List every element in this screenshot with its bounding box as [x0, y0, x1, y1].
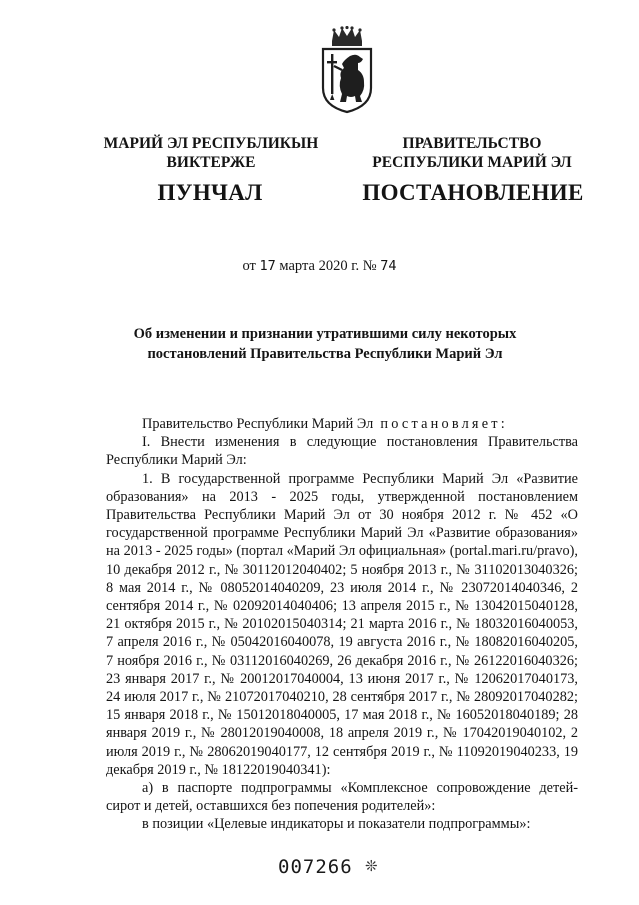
dateline-day: 17: [259, 258, 276, 274]
header-left: [96, 134, 326, 172]
document-subject: [100, 324, 550, 364]
body-resolve-spaced: постановляет:: [380, 416, 508, 432]
document-body: [106, 415, 578, 834]
serial-number: 007266: [278, 856, 353, 878]
dateline-middle: марта 2020 г. №: [279, 258, 377, 274]
document-type-russian: ПОСТАНОВЛЕНИЕ: [362, 180, 584, 205]
body-paragraph-4: в позиции «Целевые индикаторы и показатели подпрограммы»:: [142, 816, 531, 833]
body-paragraph-1: I. Внести изменения в следующие постановления Правительства Республики Марий Эл:: [106, 434, 578, 469]
dateline-number: 74: [380, 258, 397, 274]
body-resolve-start: Правительство Республики Марий Эл: [142, 416, 374, 432]
header-left-line-2: ВИКТЕРЖЕ: [166, 154, 256, 171]
header-right-line-1: ПРАВИТЕЛЬСТВО: [402, 135, 542, 152]
subject-line-2: постановлений Правительства Республики Марий Эл: [147, 346, 503, 362]
serial-mark-icon: ❊: [365, 859, 378, 875]
coat-of-arms-emblem: [320, 26, 374, 114]
header-right: [360, 134, 584, 172]
header-left-line-1: МАРИЙ ЭЛ РЕСПУБЛИКЫН: [103, 135, 319, 152]
body-paragraph-resolve: [106, 415, 578, 433]
document-dateline: [0, 258, 639, 275]
header-right-line-2: РЕСПУБЛИКИ МАРИЙ ЭЛ: [372, 154, 572, 171]
subject-line-1: Об изменении и признании утратившими силу некоторых: [133, 326, 517, 342]
dateline-prefix: от: [242, 258, 256, 274]
body-paragraph-3: а) в паспорте подпрограммы «Комплексное сопровождение детей-сирот и детей, оставшихся без попечения родителей»:: [106, 780, 578, 815]
document-type-mari: ПУНЧАЛ: [157, 180, 263, 205]
body-paragraph-2: 1. В государственной программе Республики Марий Эл «Развитие образования» на 2013 - 2025 годы, утвержденной постановлением Правительства Республики Марий Эл от 30 ноября 2012 г. № 452 «О государственной программе Республики Марий Эл «Развитие образования» на 2013 - 2025 годы» (портал «Марий Эл официальная» (portal.mari.ru/pravo), 10 декабря 2012 г., № 30112012040402; 5 ноября 2013 г., № 31102013040326; 8 мая 2014 г., № 08052014040209, 23 июля 2014 г., № 23072014040346, 2 сентября 2014 г., № 02092014040406; 13 апреля 2015 г., № 13042015040128, 21 октября 2015 г., № 20102015040314; 21 марта 2016 г., № 18032016040053, 7 апреля 2016 г., № 05042016040078, 19 августа 2016 г., № 18082016040205, 7 ноября 2016 г., № 03112016040269, 26 декабря 2016 г., № 26122016040326; 23 января 2017 г., № 20012017040004, 13 июня 2017 г., № 12062017040173, 24 июля 2017 г., № 21072017040210, 28 сентября 2017 г., № 28092017040282; 15 января 2018 г., № 15012018040005, 17 мая 2018 г., № 16052018040189; 28 января 2019 г., № 28012019040008, 18 апреля 2019 г., № 17042019040102, 2 июля 2019 г., № 28062019040177, 12 сентября 2019 г., № 11092019040233, 19 декабря 2019 г., № 18122019040341):: [106, 470, 578, 778]
